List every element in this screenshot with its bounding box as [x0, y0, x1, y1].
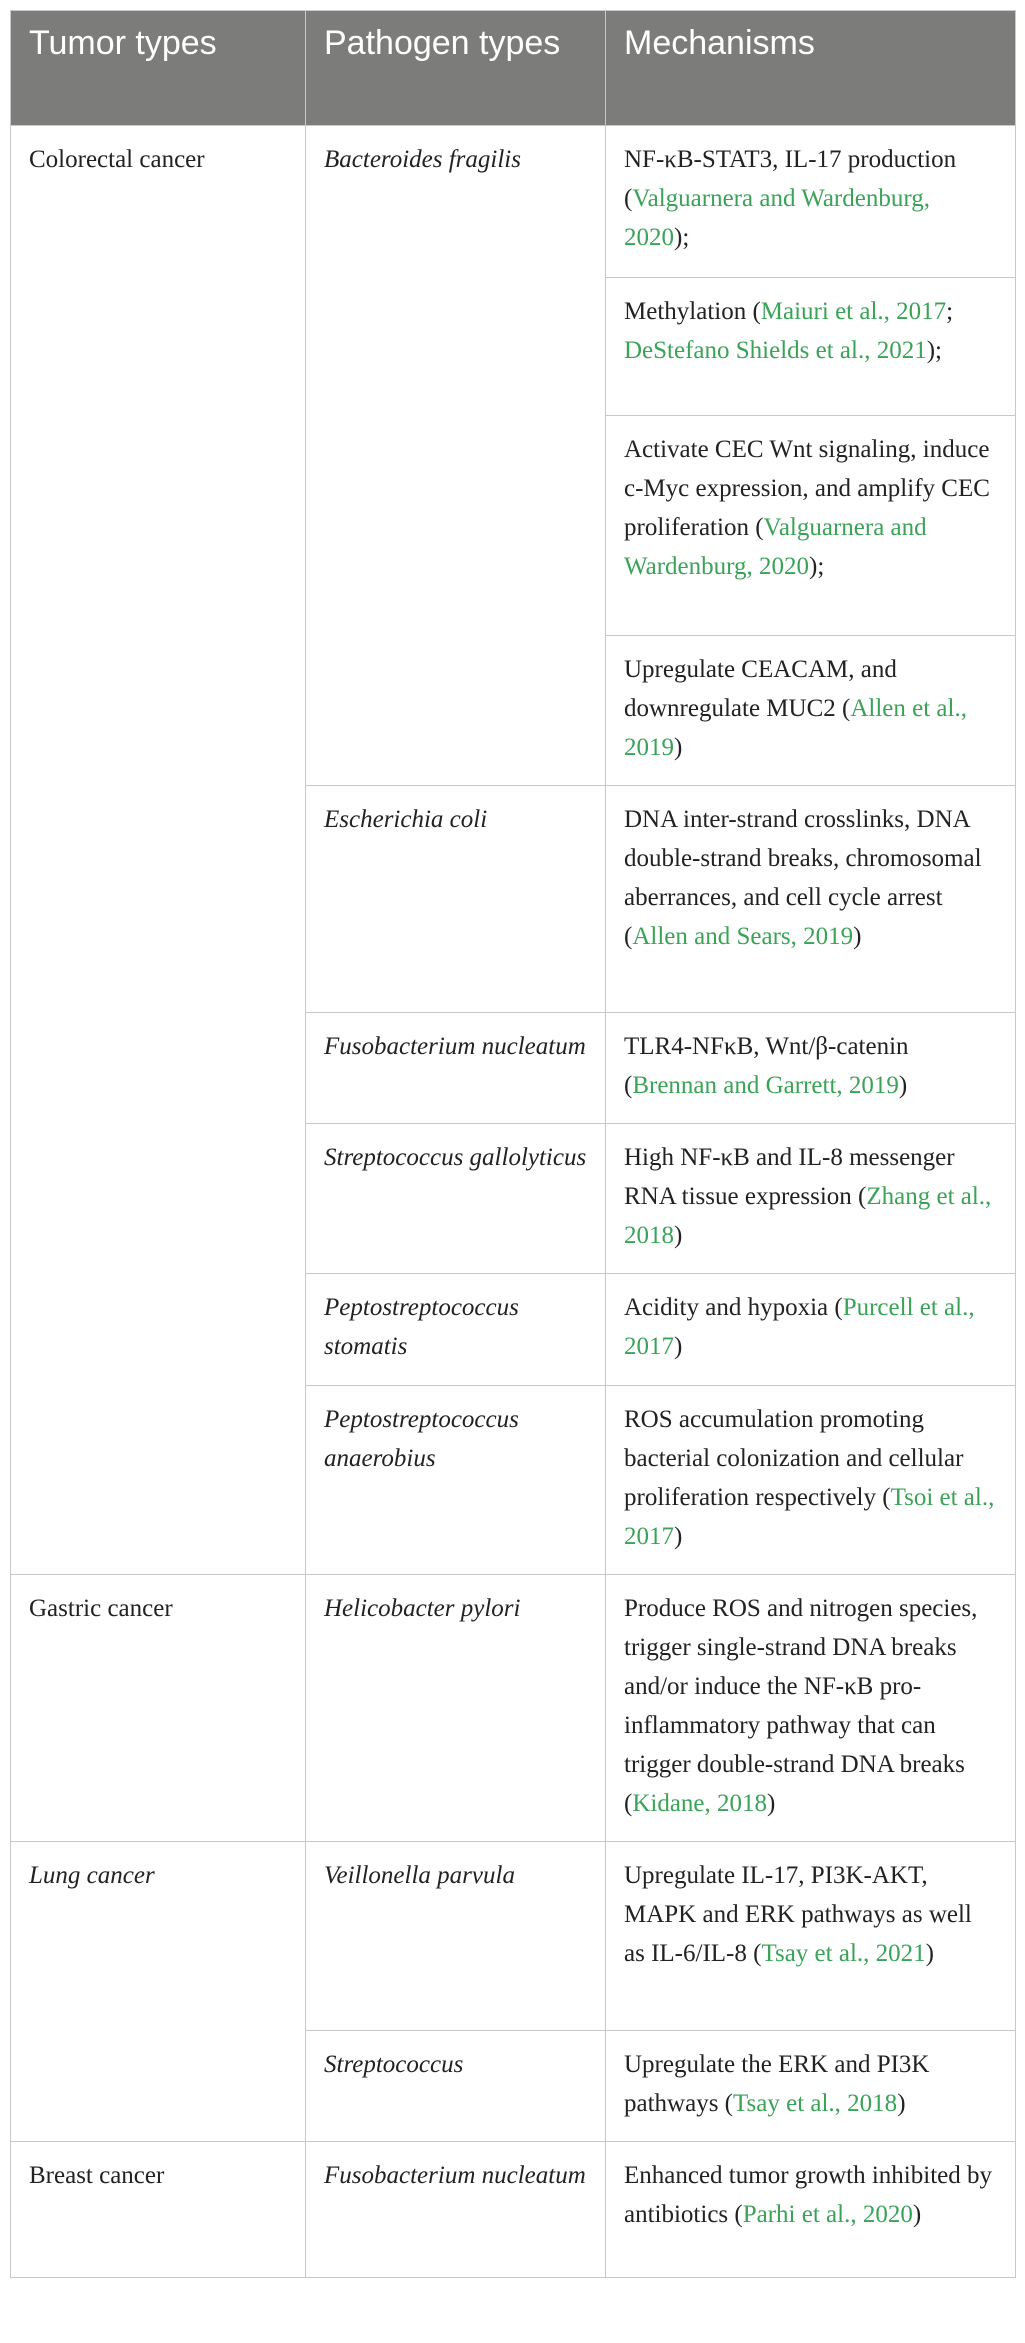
citation-link[interactable]: Maiuri et al., 2017: [760, 298, 947, 325]
citation-link[interactable]: Brennan and Garrett, 2019: [632, 1072, 899, 1099]
mechanism-text: ;: [946, 298, 954, 325]
pathogen-cell: Escherichia coli: [306, 786, 606, 1013]
mechanism-text: ): [674, 1333, 683, 1360]
table-row: [11, 1842, 1016, 2031]
citation-link[interactable]: Tsoi et al., 2017: [624, 1484, 995, 1550]
mechanism-cell: [606, 1842, 1016, 2031]
citation-link[interactable]: Allen et al., 2019: [624, 695, 967, 761]
citation-link[interactable]: Purcell et al., 2017: [624, 1294, 975, 1360]
header-tumor-types: Tumor types: [11, 11, 306, 126]
citation-link[interactable]: Zhang et al., 2018: [624, 1183, 992, 1249]
mechanism-text: ): [853, 923, 862, 950]
citation-link[interactable]: DeStefano Shields et al., 2021: [624, 337, 927, 364]
mechanism-text: NF-κB-STAT3, IL-17 production (: [624, 146, 957, 212]
mechanism-cell: [606, 1013, 1016, 1124]
mechanism-text: ): [897, 2090, 906, 2117]
mechanism-text: Enhanced tumor growth inhibited by antibiotics (: [624, 2162, 992, 2228]
mechanism-text: TLR4-NFκB, Wnt/β-catenin (: [624, 1033, 909, 1099]
mechanism-text: Upregulate IL-17, PI3K-AKT, MAPK and ERK pathways as well as IL-6/IL-8 (: [624, 1862, 972, 1967]
mechanism-text: Activate CEC Wnt signaling, induce c-Myc expression, and amplify CEC proliferation (: [624, 436, 990, 541]
mechanism-text: Acidity and hypoxia (: [624, 1294, 843, 1321]
mechanism-cell: [606, 2031, 1016, 2142]
table-row: [11, 126, 1016, 278]
table-row: [11, 2142, 1016, 2278]
table-body: [11, 126, 1016, 2278]
tumor-type-cell: Gastric cancer: [11, 1575, 306, 1842]
pathogen-cell: Bacteroides fragilis: [306, 126, 606, 786]
pathogen-cell: Peptostreptococcus stomatis: [306, 1274, 606, 1386]
mechanism-text: ): [767, 1790, 776, 1817]
citation-link[interactable]: Tsay et al., 2021: [761, 1940, 926, 1967]
pathogen-cell: Helicobacter pylori: [306, 1575, 606, 1842]
citation-link[interactable]: Valguarnera and Wardenburg, 2020: [624, 185, 930, 251]
mechanism-cell: [606, 278, 1016, 416]
mechanism-cell: [606, 416, 1016, 636]
mechanism-text: ): [674, 1222, 683, 1249]
header-row: [11, 11, 1016, 126]
citation-link[interactable]: Kidane, 2018: [632, 1790, 768, 1817]
mechanism-text: );: [674, 224, 690, 251]
mechanism-cell: [606, 2142, 1016, 2278]
mechanism-cell: [606, 1386, 1016, 1575]
citation-link[interactable]: Valguarnera and Wardenburg, 2020: [624, 514, 927, 580]
mechanism-cell: [606, 786, 1016, 1013]
mechanism-cell: [606, 636, 1016, 786]
pathogen-cell: Fusobacterium nucleatum: [306, 2142, 606, 2278]
tumor-type-cell: Colorectal cancer: [11, 126, 306, 1575]
citation-link[interactable]: Allen and Sears, 2019: [632, 923, 854, 950]
mechanism-text: Upregulate CEACAM, and downregulate MUC2 (: [624, 656, 897, 722]
mechanism-text: High NF-κB and IL-8 messenger RNA tissue expression (: [624, 1144, 955, 1210]
header-pathogen-types: Pathogen types: [306, 11, 606, 126]
mechanism-cell: [606, 126, 1016, 278]
pathogen-mechanisms-table: [10, 10, 1016, 2278]
mechanism-text: Produce ROS and nitrogen species, trigger single-strand DNA breaks and/or induce the NF-κB pro-inflammatory pathway that can trigger double-strand DNA breaks (: [624, 1595, 978, 1817]
mechanism-cell: [606, 1575, 1016, 1842]
pathogen-cell: Streptococcus: [306, 2031, 606, 2142]
header-mechanisms: Mechanisms: [606, 11, 1016, 126]
mechanism-text: Upregulate the ERK and PI3K pathways (: [624, 2051, 930, 2117]
table-row: [11, 1575, 1016, 1842]
tumor-type-cell: Breast cancer: [11, 2142, 306, 2278]
citation-link[interactable]: Parhi et al., 2020: [742, 2201, 913, 2228]
mechanism-text: );: [926, 337, 943, 364]
pathogen-cell: Peptostreptococcus anaerobius: [306, 1386, 606, 1575]
citation-link[interactable]: Tsay et al., 2018: [733, 2090, 898, 2117]
mechanism-text: ): [674, 1523, 683, 1550]
pathogen-cell: Veillonella parvula: [306, 1842, 606, 2031]
mechanism-text: ): [925, 1940, 934, 1967]
pathogen-cell: Fusobacterium nucleatum: [306, 1013, 606, 1124]
mechanism-text: );: [809, 553, 825, 580]
mechanism-text: ROS accumulation promoting bacterial colonization and cellular proliferation respectively (: [624, 1406, 964, 1511]
pathogen-cell: Streptococcus gallolyticus: [306, 1124, 606, 1274]
mechanism-text: ): [912, 2201, 922, 2228]
tumor-type-cell: Lung cancer: [11, 1842, 306, 2142]
mechanism-cell: [606, 1274, 1016, 1386]
mechanism-text: ): [898, 1072, 908, 1099]
mechanism-text: ): [674, 734, 683, 761]
table-header: [11, 11, 1016, 126]
mechanism-text: Methylation (: [624, 298, 761, 325]
mechanism-text: DNA inter-strand crosslinks, DNA double-strand breaks, chromosomal aberrances, and cell cycle arrest (: [624, 806, 982, 950]
mechanism-cell: [606, 1124, 1016, 1274]
